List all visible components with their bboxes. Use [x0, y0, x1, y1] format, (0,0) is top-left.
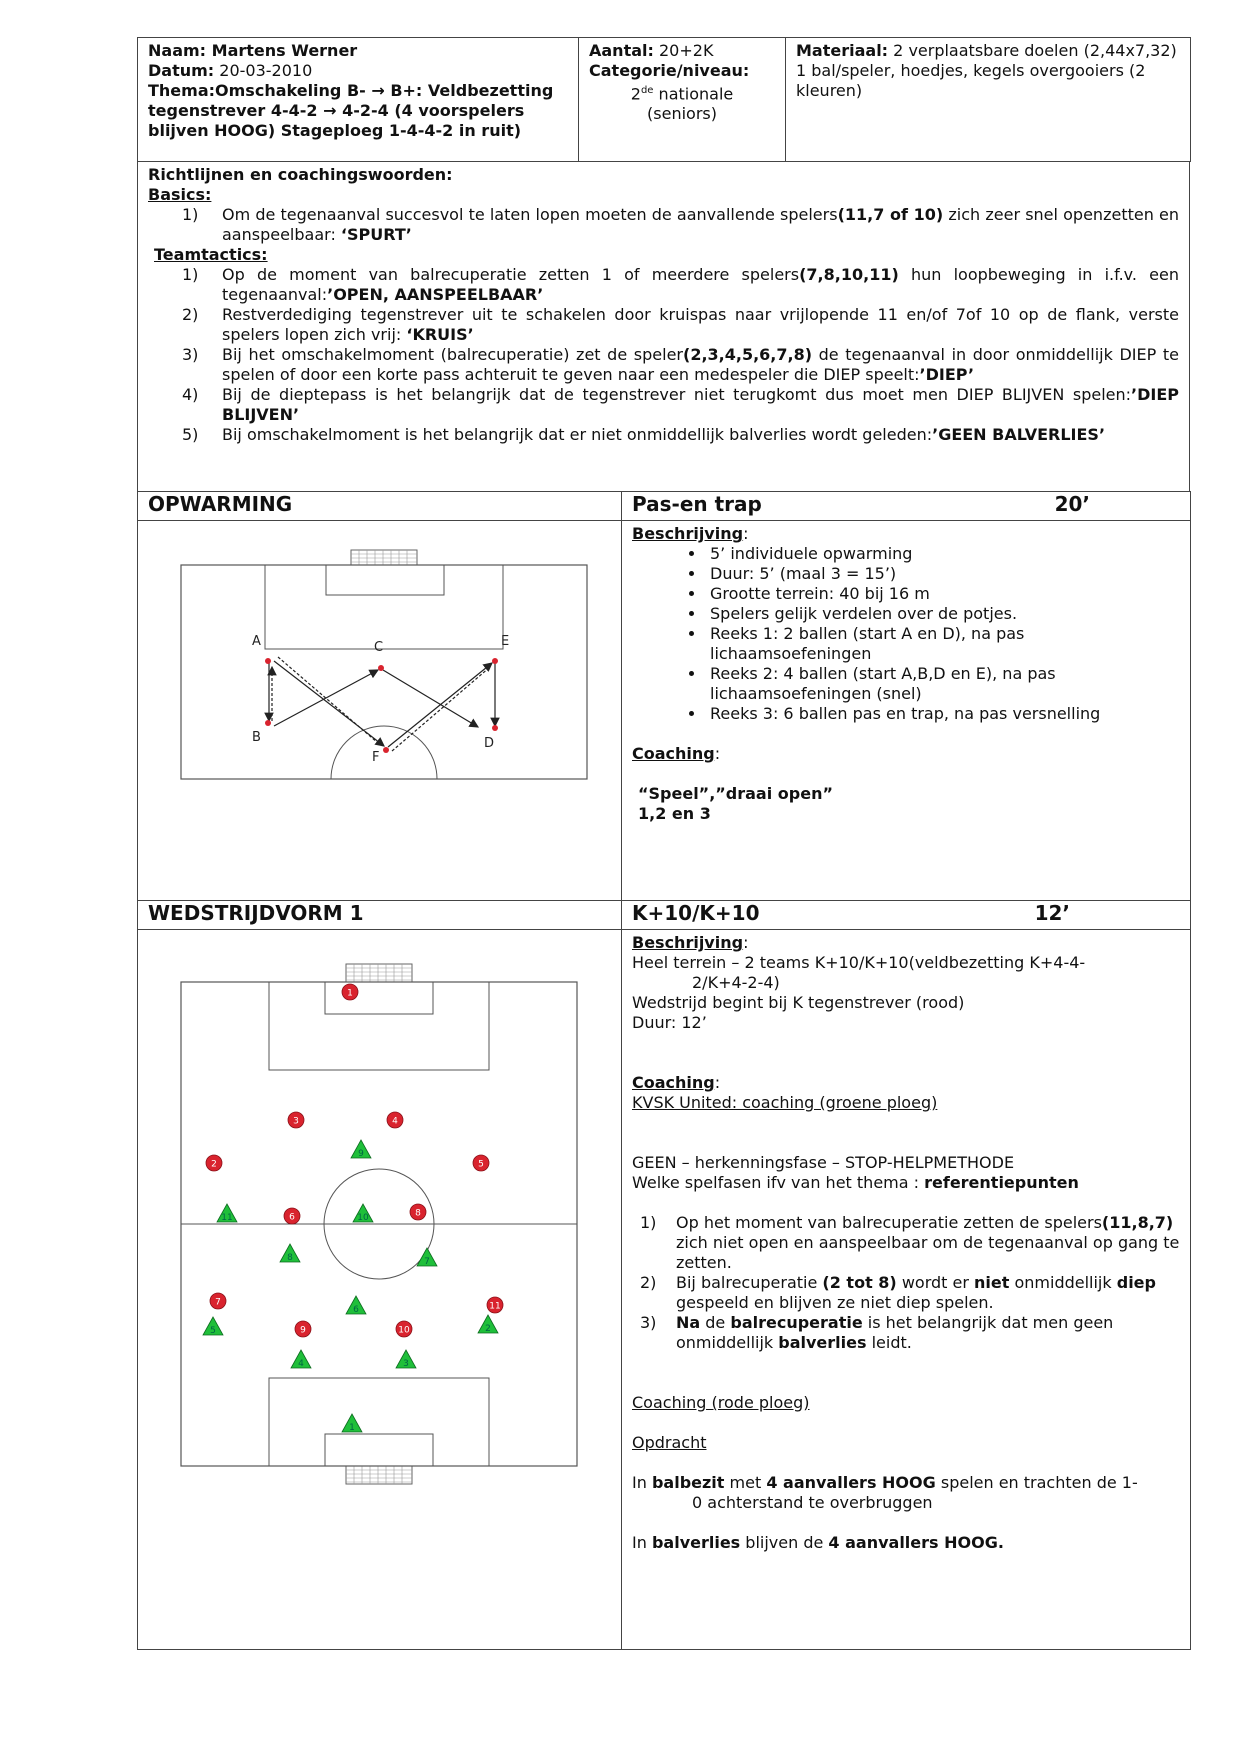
basics-item: [148, 205, 1179, 245]
green-player-10: [353, 1204, 373, 1223]
thema-label: Thema:: [148, 81, 216, 100]
opwarming-table: [137, 491, 1191, 1650]
categorie-num: 2: [630, 84, 641, 104]
teamtactics-text: Op de moment van balrecuperatie zetten 1 of meerdere spelers: [222, 265, 800, 284]
wedstrijdvorm-bold3: balverlies: [778, 1333, 867, 1352]
red-player-label: 6: [289, 1212, 295, 1223]
green-player-label: 11: [221, 1213, 233, 1223]
wedstrijdvorm-num: 2): [640, 1273, 657, 1292]
opwarming-beschrijving-label: Beschrijving: [632, 524, 744, 543]
teamtactics-num: 3): [182, 345, 199, 364]
wedstrijdvorm-opdracht-label: Opdracht: [632, 1433, 707, 1452]
red-player-7: [210, 1293, 226, 1309]
opwarming-list-item: • Reeks 2: 4 ballen (start A,B,D en E), na pas lichaamsoefeningen (snel): [706, 664, 1180, 704]
opwarming-diagram: [138, 521, 622, 895]
red-player-8: [410, 1204, 426, 1220]
pot-c: [378, 665, 384, 671]
green-player-label: 5: [210, 1326, 216, 1336]
opwarming-subtitle: Pas-en trap: [632, 492, 762, 516]
categorie-line2: (seniors): [647, 104, 717, 124]
opwarming-coaching-label: Coaching: [632, 744, 715, 763]
teamtactics-text: Restverdediging tegenstrever uit te schakelen door kruispas naar vrijlopende 11 en/of 7of 10 op de flank, verste spelers lopen zich vrij:: [222, 305, 1179, 344]
opwarming-coaching-line2: 1,2 en 3: [638, 804, 711, 823]
green-player-6: [346, 1296, 366, 1315]
teamtactics-bold: ’DIEP BLIJVEN’: [222, 385, 1179, 424]
red-player-label: 2: [211, 1159, 217, 1170]
teamtactics-bold: (2,3,4,5,6,7,8): [683, 345, 813, 364]
naam-value: Martens Werner: [211, 41, 358, 60]
label-b: B: [252, 730, 261, 745]
wedstrijdvorm-bold3: diep: [1116, 1273, 1156, 1292]
opwarming-subtitle-cell: [622, 492, 1191, 521]
teamtactics-num: 5): [182, 425, 199, 444]
opwarming-coaching-line1: “Speel”,”draai open”: [638, 784, 833, 803]
basics-text2: zich zeer snel openzetten en aanspeelbaar:: [222, 205, 1180, 244]
teamtactics-item: [148, 425, 1179, 445]
basics-text: Om de tegenaanval succesvol te laten lopen moeten de aanvallende spelers: [222, 205, 838, 224]
teamtactics-num: 4): [182, 385, 199, 404]
opwarming-list-item: • Duur: 5’ (maal 3 = 15’): [706, 564, 1180, 584]
materiaal-value: 2 verplaatsbare doelen (2,44x7,32) 1 bal/speler, hoedjes, kegels overgooiers (2 kleuren): [796, 41, 1177, 100]
wedstrijdvorm-rode-label: Coaching (rode ploeg): [632, 1393, 810, 1412]
red-player-9: [295, 1321, 311, 1337]
bottom-goal-area: [325, 1434, 433, 1466]
opwarming-list-item: • 5’ individuele opwarming: [706, 544, 1180, 564]
label-f: F: [372, 750, 380, 765]
red-player-2: [206, 1155, 222, 1171]
opwarming-title: OPWARMING: [138, 492, 622, 521]
wedstrijdvorm-desc-line1b: 2/K+4-2-4): [692, 973, 780, 992]
teamtactics-item: [148, 345, 1179, 385]
red-player-1: [342, 984, 358, 1000]
thema-value: Omschakeling B- → B+: Veldbezetting tegenstrever 4-4-2 → 4-2-4 (4 voorspelers blijven HOOG) Stageploeg 1-4-4-2 in ruit): [148, 81, 554, 140]
categorie-label: Categorie/niveau:: [589, 61, 750, 80]
teamtactics-num: 2): [182, 305, 199, 324]
wedstrijdvorm-post: de: [700, 1313, 731, 1332]
red-player-label: 8: [415, 1208, 421, 1219]
goal-area: [326, 565, 444, 595]
red-player-label: 9: [300, 1325, 306, 1336]
teamtactics-title: Teamtactics:: [154, 245, 268, 264]
wedstrijdvorm-post2: onmiddellijk: [1009, 1273, 1117, 1292]
red-player-3: [288, 1112, 304, 1128]
wedstrijdvorm-pre: Op het moment van balrecuperatie zetten de spelers: [676, 1213, 1102, 1232]
richtlijnen-title: Richtlijnen en coachingswoorden:: [148, 165, 453, 184]
red-player-label: 4: [392, 1116, 398, 1127]
green-player-11: [217, 1204, 237, 1223]
pot-d: [492, 725, 498, 731]
penalty-area: [265, 565, 503, 649]
teamtactics-item: [148, 385, 1179, 425]
opwarming-text-cell: Beschrijving: • 5’ individuele opwarming • Duur: 5’ (maal 3 = 15’) • Grootte terrein: 40 bij 16 m • Spelers gelijk verdelen over de potjes. • Reeks 1: 2 ballen (start A en D), na pas lichaamsoefeningen • Reeks 2: 4 ballen (start A,B,D en E), na pas lichaamsoefeningen (snel) • Reeks 3: 6 ballen pas en trap, na pas versnelling Coaching: “Speel”,”draai open” 1,2 en 3: [622, 521, 1191, 901]
label-a: A: [252, 634, 261, 649]
opwarming-duration: 20’: [1054, 492, 1090, 516]
basics-num: 1): [182, 205, 199, 224]
wedstrijdvorm-title: WEDSTRIJDVORM 1: [138, 901, 622, 930]
opwarming-list-item: • Grootte terrein: 40 bij 16 m: [706, 584, 1180, 604]
bottom-penalty-area: [269, 1378, 489, 1466]
wedstrijdvorm-desc-line2: Wedstrijd begint bij K tegenstrever (rood): [632, 993, 965, 1012]
label-d: D: [484, 736, 495, 751]
red-player-4: [387, 1112, 403, 1128]
wedstrijdvorm-p1-line2: 0 achterstand te overbruggen: [692, 1493, 933, 1512]
wedstrijdvorm-desc-line1: Heel terrein – 2 teams K+10/K+10(veldbezetting K+4-4-: [632, 953, 1086, 972]
red-player-label: 10: [398, 1325, 410, 1336]
pot-b: [265, 720, 271, 726]
wedstrijdvorm-num: 3): [640, 1313, 657, 1332]
wedstrijdvorm-duration: 12’: [1034, 901, 1070, 925]
green-player-label: 10: [357, 1213, 369, 1223]
datum-value: 20-03-2010: [219, 61, 313, 80]
basics-bold: (11,7 of 10): [837, 205, 944, 224]
green-player-label: 7: [424, 1257, 430, 1267]
red-player-label: 5: [478, 1159, 484, 1170]
green-player-1: [342, 1414, 362, 1433]
wedstrijdvorm-pre: Bij balrecuperatie: [676, 1273, 823, 1292]
naam-line: [148, 41, 568, 61]
label-c: C: [374, 640, 384, 655]
red-player-label: 3: [293, 1116, 299, 1127]
aantal-line: [589, 41, 775, 61]
red-player-5: [473, 1155, 489, 1171]
green-player-5: [203, 1317, 223, 1336]
datum-label: Datum:: [148, 61, 215, 80]
header-mid-cell: [579, 38, 786, 162]
wedstrijdvorm-geen-line: GEEN – herkenningsfase – STOP-HELPMETHODE: [632, 1153, 1015, 1172]
teamtactics-bold2: ’OPEN, AANSPEELBAAR’: [327, 285, 544, 304]
green-player-8: [280, 1244, 300, 1263]
green-player-label: 3: [403, 1359, 409, 1369]
wedstrijdvorm-list-item: [632, 1213, 1180, 1273]
red-player-label: 1: [347, 988, 353, 999]
teamtactics-item: [148, 305, 1179, 345]
basics-bold2: ‘SPURT’: [340, 225, 412, 244]
green-player-9: [351, 1140, 371, 1159]
categorie-value: [589, 81, 775, 104]
datum-line: [148, 61, 568, 81]
green-player-label: 8: [287, 1253, 293, 1263]
top-penalty-area: [269, 982, 489, 1070]
label-e: E: [501, 634, 510, 649]
wedstrijdvorm-bold2: niet: [974, 1273, 1010, 1292]
header-table: [137, 37, 1191, 162]
top-goal-area: [325, 982, 433, 1014]
wedstrijdvorm-post3: gespeeld en blijven ze niet diep spelen.: [676, 1293, 994, 1312]
red-player-11: [487, 1297, 503, 1313]
wedstrijdvorm-p2: In balverlies blijven de 4 aanvallers HOOG.: [632, 1533, 1004, 1552]
wedstrijdvorm-post: wordt er: [896, 1273, 975, 1292]
wedstrijdvorm-post2: is het belangrijk dat men geen onmiddellijk: [676, 1313, 1114, 1352]
training-sheet: [137, 37, 1190, 1650]
opwarming-list: [632, 544, 1180, 724]
basics-title: Basics:: [148, 185, 212, 204]
teamtactics-item: [148, 265, 1179, 305]
wedstrijdvorm-list-item: [632, 1273, 1180, 1313]
wedstrijdvorm-welke-line: Welke spelfasen ifv van het thema : referentiepunten: [632, 1173, 1079, 1192]
opwarming-list-item: • Spelers gelijk verdelen over de potjes.: [706, 604, 1180, 624]
green-player-label: 9: [358, 1149, 364, 1159]
green-player-2: [478, 1315, 498, 1334]
basics-list: [148, 205, 1179, 245]
teamtactics-text2: de tegenaanval in door onmiddellijk DIEP te spelen of door een korte pass achteruit te geven naar een medespeler die DIEP speelt:: [222, 345, 1179, 384]
wedstrijdvorm-subtitle-cell: [622, 901, 1191, 930]
green-player-label: 4: [298, 1359, 304, 1369]
header-left-cell: [138, 38, 579, 162]
materiaal-label: Materiaal:: [796, 41, 889, 60]
green-player-label: 2: [485, 1324, 491, 1334]
green-player-3: [396, 1350, 416, 1369]
green-player-7: [417, 1248, 437, 1267]
teamtactics-text: Bij de dieptepass is het belangrijk dat de tegenstrever niet terugkomt dus moet men DIEP BLIJVEN spelen:: [222, 385, 1132, 404]
red-player-10: [396, 1321, 412, 1337]
richtlijnen-cell: [138, 162, 1190, 492]
wedstrijdvorm-post: zich niet open en aanspeelbaar om de tegenaanval op gang te zetten.: [676, 1233, 1180, 1272]
wedstrijdvorm-p1: In balbezit met 4 aanvallers HOOG spelen en trachten de 1-: [632, 1473, 1138, 1492]
red-player-label: 11: [489, 1301, 501, 1312]
wedstrijdvorm-num: 1): [640, 1213, 657, 1232]
teamtactics-text2: hun loopbeweging in i.f.v. een tegenaanval:: [222, 265, 1180, 304]
wedstrijdvorm-subtitle: K+10/K+10: [632, 901, 760, 925]
wedstrijdvorm-bold: (2 tot 8): [822, 1273, 897, 1292]
wedstrijdvorm-text-cell: Beschrijving: Heel terrein – 2 teams K+10/K+10(veldbezetting K+4-4- 2/K+4-2-4) Wedstrijd begint bij K tegenstrever (rood) Duur: 12’ Coaching: KVSK United: coaching (groene ploeg) GEEN – herkenningsfase – STOP-HELPMETHODE Welke spelfasen ifv van het thema : referentiepunten 1) Op het moment van balrecuperatie zetten de spelers(11,8,7) zich niet open en aanspeelbaar om de tegenaanval op gang te zetten. 2) Bij balrecuperatie (2 tot 8) wordt er niet onmiddellijk diep gespeeld en blijven ze niet diep spelen. 3) Na de balrecuperatie is het belangrijk dat men geen onmiddellijk balverlies leidt. Coaching (rode ploeg) Opdracht In balbezit met 4 aanvallers HOOG spelen en trachten de 1- 0 achterstand te overbruggen In balverlies blijven de 4 aanvallers HOOG.: [622, 930, 1191, 1650]
red-player-6: [284, 1208, 300, 1224]
aantal-label: Aantal:: [589, 41, 654, 60]
wedstrijdvorm-post3: leidt.: [866, 1333, 912, 1352]
opwarming-list-item: • Reeks 1: 2 ballen (start A en D), na pas lichaamsoefeningen: [706, 624, 1180, 664]
richtlijnen-table: [137, 161, 1190, 492]
wedstrijdvorm-bold: (11,8,7): [1101, 1213, 1174, 1232]
teamtactics-num: 1): [182, 265, 199, 284]
naam-label: Naam:: [148, 41, 207, 60]
categorie-rest: nationale: [658, 84, 734, 104]
teamtactics-bold: ’GEEN BALVERLIES’: [932, 425, 1106, 444]
teamtactics-text: Bij het omschakelmoment (balrecuperatie) zet de speler: [222, 345, 683, 364]
wedstrijdvorm-coaching-sub: KVSK United: coaching (groene ploeg): [632, 1093, 938, 1112]
header-right-cell: [786, 38, 1191, 162]
wedstrijdvorm-beschrijving-label: Beschrijving: [632, 933, 744, 952]
green-player-4: [291, 1350, 311, 1369]
wedstrijdvorm-diagram: [138, 930, 622, 1644]
aantal-value: 20+2K: [659, 41, 714, 60]
wedstrijdvorm-list-item: [632, 1313, 1180, 1353]
wedstrijdvorm-list: [632, 1213, 1180, 1353]
opwarming-list-item: • Reeks 3: 6 ballen pas en trap, na pas versnelling: [706, 704, 1180, 724]
categorie-sup: de: [640, 85, 654, 96]
red-player-label: 7: [215, 1297, 221, 1308]
opwarming-diagram-cell: [138, 521, 622, 901]
pot-a: [265, 658, 271, 664]
center-arc: [331, 726, 437, 779]
teamtactics-bold: ‘KRUIS’: [406, 325, 474, 344]
teamtactics-bold2: ’DIEP’: [919, 365, 975, 384]
teamtactics-bold: (7,8,10,11): [799, 265, 899, 284]
field-outline: [181, 565, 587, 779]
wedstrijdvorm-bold2: balrecuperatie: [730, 1313, 863, 1332]
wedstrijdvorm-bold: Na: [676, 1313, 701, 1332]
green-player-label: 6: [353, 1305, 359, 1315]
teamtactics-list: [148, 265, 1179, 445]
wedstrijdvorm-diagram-cell: [138, 930, 622, 1650]
wedstrijdvorm-coaching-label: Coaching: [632, 1073, 715, 1092]
thema-line: [148, 81, 568, 141]
wedstrijdvorm-desc-line3: Duur: 12’: [632, 1013, 707, 1032]
green-player-label: 1: [349, 1423, 355, 1433]
pot-f: [383, 747, 389, 753]
pot-e: [492, 658, 498, 664]
teamtactics-text: Bij omschakelmoment is het belangrijk dat er niet onmiddellijk balverlies wordt geleden:: [222, 425, 933, 444]
